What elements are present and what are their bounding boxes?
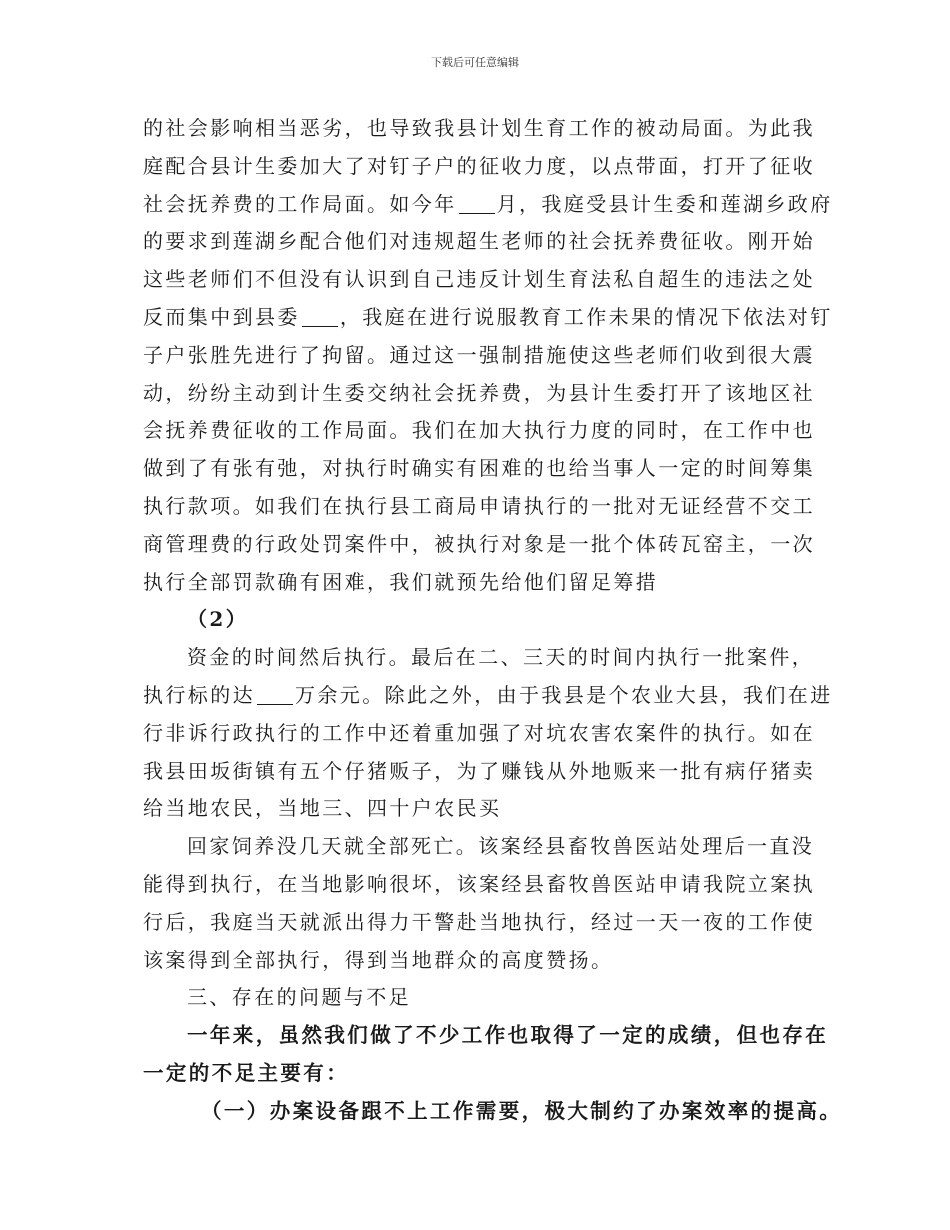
text-segment: 月，我庭受县计生委和莲湖乡政府 xyxy=(496,191,833,216)
document-body xyxy=(143,110,843,1131)
text-line: 商管理费的行政处罚案件中，被执行对象是一批个体砖瓦窑主，一次 xyxy=(143,531,815,556)
list-item-heading: （一）办案设备跟不上工作需要，极大制约了办案效率的提高。 xyxy=(201,1098,843,1123)
text-line: 行后，我庭当天就派出得力干警赴当地执行，经过一天一夜的工作使 xyxy=(143,909,815,934)
text-line: 做到了有张有弛，对执行时确实有困难的也给当事人一定的时间筹集 xyxy=(143,456,815,481)
text-segment: 执行标的达 xyxy=(143,682,255,707)
text-line xyxy=(143,186,833,224)
text-line: 这些老师们不但没有认识到自己违反计划生育法私自超生的违法之处 xyxy=(143,267,815,292)
fill-in-blank xyxy=(459,193,495,214)
text-line: 动，纷纷主动到计生委交纳社会抚养费，为县计生委打开了该地区社 xyxy=(143,380,815,405)
text-line: 会抚养费征收的工作局面。我们在加大执行力度的同时，在工作中也 xyxy=(143,418,815,443)
text-segment: 万余元。除此之外，由于我县是个农业大县，我们在进 xyxy=(295,682,833,707)
text-segment: 社会抚养费的工作局面。如今年 xyxy=(143,191,457,216)
text-segment: ，我庭在进行说服教育工作未果的情况下依法对钉 xyxy=(339,304,833,329)
text-line: 给当地农民，当地三、四十户农民买 xyxy=(143,796,502,821)
text-line: 执行款项。如我们在执行县工商局申请执行的一批对无证经营不交工 xyxy=(143,493,815,518)
text-line: 庭配合县计生委加大了对钉子户的征收力度，以点带面，打开了征收 xyxy=(143,153,815,178)
text-line: 行非诉行政执行的工作中还着重加强了对坑农害农案件的执行。如在 xyxy=(143,720,815,745)
text-line: 回家饲养没几天就全部死亡。该案经县畜牧兽医站处理后一直没 xyxy=(187,834,815,859)
page-header: 下载后可任意编辑 xyxy=(431,56,519,69)
text-line: 能得到执行，在当地影响很坏，该案经县畜牧兽医站申请我院立案执 xyxy=(143,871,815,896)
text-line: 资金的时间然后执行。最后在二、三天的时间内执行一批案件， xyxy=(187,645,815,670)
text-line: 我县田坂街镇有五个仔猪贩子，为了赚钱从外地贩来一批有病仔猪卖 xyxy=(143,758,815,783)
section-marker: （2） xyxy=(187,607,249,632)
text-segment: 反而集中到县委 xyxy=(143,304,300,329)
fill-in-blank xyxy=(257,684,293,705)
text-line: 执行全部罚款确有困难，我们就预先给他们留足筹措 xyxy=(143,569,659,594)
text-line xyxy=(143,677,833,715)
text-line: 一年来，虽然我们做了不少工作也取得了一定的成绩，但也存在 xyxy=(187,1023,829,1048)
text-line: 的要求到莲湖乡配合他们对违规超生老师的社会抚养费征收。刚开始 xyxy=(143,229,815,254)
section-heading: 三、存在的问题与不足 xyxy=(187,985,411,1010)
text-line: 子户张胜先进行了拘留。通过这一强制措施使这些老师们收到很大震 xyxy=(143,342,815,367)
fill-in-blank xyxy=(302,306,338,327)
text-line xyxy=(143,299,833,337)
text-line: 该案得到全部执行，得到当地群众的高度赞扬。 xyxy=(143,947,614,972)
text-line: 一定的不足主要有： xyxy=(143,1060,350,1085)
text-line: 的社会影响相当恶劣，也导致我县计划生育工作的被动局面。为此我 xyxy=(143,116,815,140)
